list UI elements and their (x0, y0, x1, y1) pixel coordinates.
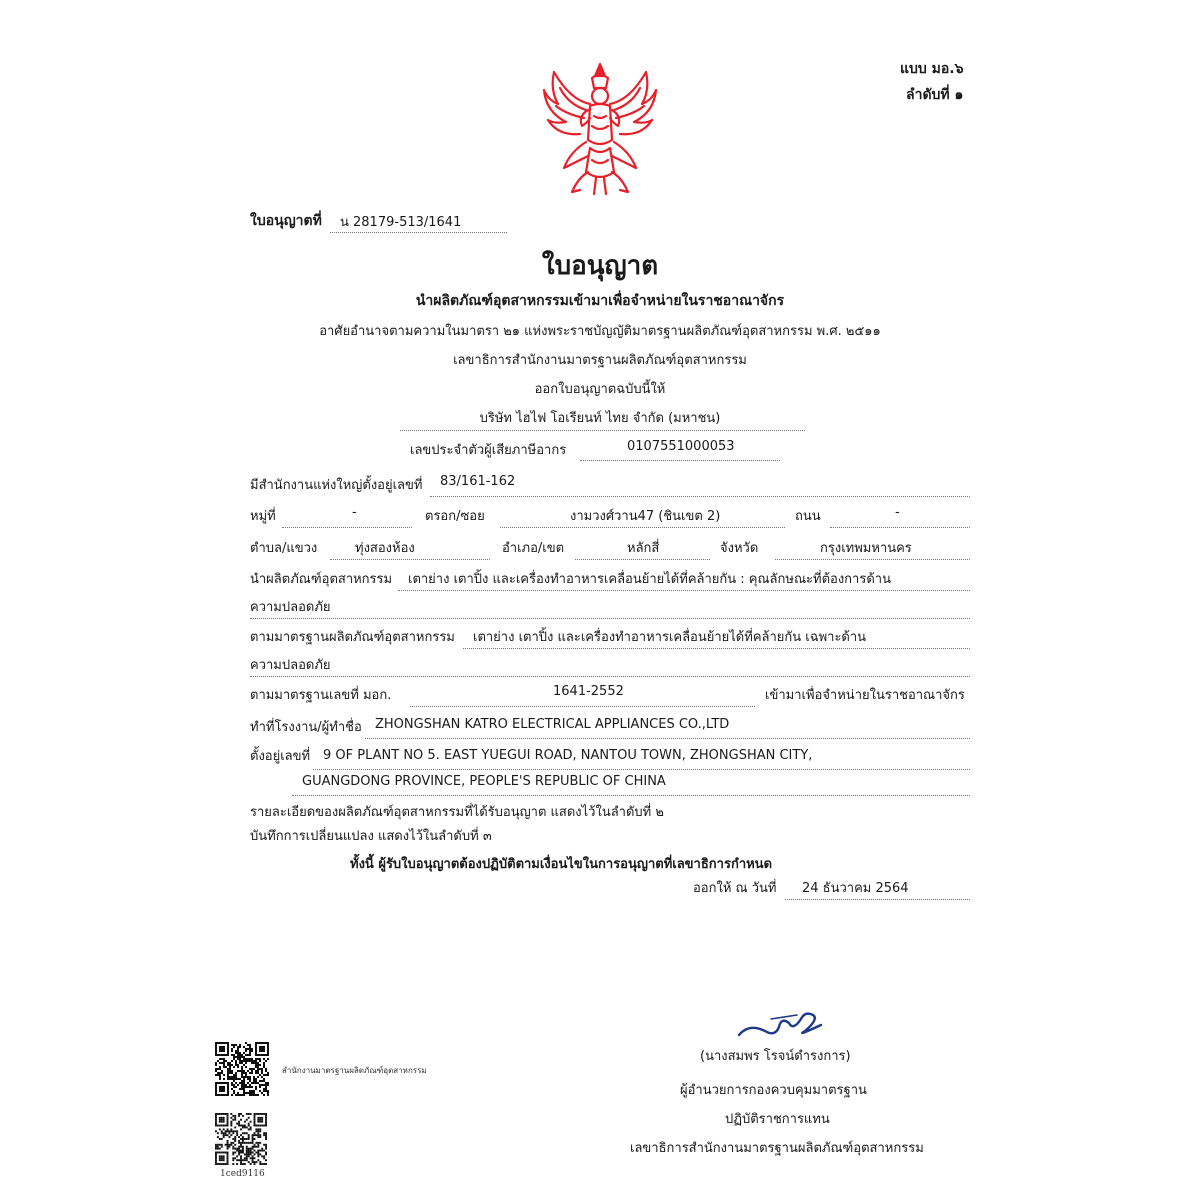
standard-line-2: ความปลอดภัย (250, 658, 331, 673)
tax-id-label: เลขประจำตัวผู้เสียภาษีอากร (410, 443, 567, 458)
condition-line: ทั้งนี้ ผู้รับใบอนุญาตต้องปฏิบัติตามเงื่อนไขในการอนุญาตที่เลขาธิการกำหนด (350, 857, 773, 872)
factory-address-line-2: GUANGDONG PROVINCE, PEOPLE'S REPUBLIC OF CHINA (302, 774, 666, 789)
dotted-line (785, 899, 970, 900)
dotted-line (398, 590, 970, 591)
qr-code-icon (215, 1113, 267, 1165)
product-line-2: ความปลอดภัย (250, 600, 331, 615)
standard-no-value: 1641-2552 (553, 684, 624, 699)
factory-address-line-1: 9 OF PLANT NO 5. EAST YUEGUI ROAD, NANTOU TOWN, ZHONGSHAN CITY, (323, 748, 813, 763)
dotted-line (400, 430, 805, 431)
dotted-line (500, 527, 785, 528)
issue-line: ออกใบอนุญาตฉบับนี้ให้ (534, 382, 666, 397)
license-no-value: น 28179-513/1641 (340, 215, 462, 230)
signature-icon (735, 1005, 825, 1045)
qr-code-icon (215, 1042, 269, 1096)
dotted-line (410, 706, 755, 707)
qr-caption: สำนักงานมาตรฐานผลิตภัณฑ์อุตสาหกรรม (282, 1066, 427, 1075)
dotted-line (580, 460, 780, 461)
dotted-line (775, 559, 970, 560)
dotted-line (830, 527, 970, 528)
hq-number: 83/161-162 (440, 474, 516, 489)
moo-value: - (352, 505, 357, 520)
dotted-line (313, 769, 970, 770)
standard-label: ตามมาตรฐานผลิตภัณฑ์อุตสาหกรรม (250, 630, 455, 645)
issued-date-value: 24 ธันวาคม 2564 (802, 881, 909, 896)
signatory-position: ผู้อำนวยการกองควบคุมมาตรฐาน (680, 1083, 867, 1098)
hq-label: มีสำนักงานแห่งใหญ่ตั้งอยู่เลขที่ (250, 478, 423, 493)
district-label: อำเภอ/เขต (502, 541, 565, 556)
product-line-1: เตาย่าง เตาปิ้ง และเครื่องทำอาหารเคลื่อนย้ายได้ที่คล้ายกัน : คุณลักษณะที่ต้องการด้าน (408, 572, 891, 587)
subdistrict-label: ตำบล/แขวง (250, 541, 318, 556)
qr-code-id: 1ced9116 (220, 1169, 265, 1179)
dotted-line (330, 559, 490, 560)
issued-date-label: ออกให้ ณ วันที่ (693, 881, 777, 896)
tax-id-value: 0107551000053 (627, 439, 735, 454)
dotted-line (463, 648, 970, 649)
road-value: - (895, 505, 900, 520)
factory-label: ทำที่โรงงาน/ผู้ทำชื่อ (250, 720, 362, 735)
signatory-on-behalf: เลขาธิการสำนักงานมาตรฐานผลิตภัณฑ์อุตสาหกรรม (630, 1141, 924, 1156)
soi-value: งามวงศ์วาน47 (ชินเขต 2) (570, 509, 721, 524)
form-code: แบบ มอ.๖ (900, 61, 964, 77)
dotted-line (365, 738, 970, 739)
factory-address-label: ตั้งอยู่เลขที่ (250, 749, 311, 764)
dotted-line (282, 527, 412, 528)
order-number: ลำดับที่ ๑ (906, 87, 964, 103)
dotted-line (430, 496, 970, 497)
dotted-line (250, 676, 970, 677)
soi-label: ตรอก/ซอย (425, 509, 485, 524)
province-label: จังหวัด (720, 541, 759, 556)
product-label: นำผลิตภัณฑ์อุตสาหกรรม (250, 572, 393, 587)
company-name: บริษัท ไฮไฟ โอเรียนท์ ไทย จำกัด (มหาชน) (479, 411, 721, 426)
changes-line: บันทึกการเปลี่ยนแปลง แสดงไว้ในลำดับที่ ๓ (250, 829, 492, 844)
dotted-line (575, 559, 710, 560)
details-line: รายละเอียดของผลิตภัณฑ์อุตสาหกรรมที่ได้รับอนุญาต แสดงไว้ในลำดับที่ ๒ (250, 805, 664, 820)
dotted-line (330, 232, 507, 233)
factory-name: ZHONGSHAN KATRO ELECTRICAL APPLIANCES CO.,LTD (375, 717, 730, 732)
road-label: ถนน (795, 509, 821, 524)
standard-no-suffix: เข้ามาเพื่อจำหน่ายในราชอาณาจักร (765, 688, 965, 703)
license-no-label: ใบอนุญาตที่ (250, 213, 322, 229)
moo-label: หมู่ที่ (250, 509, 276, 524)
standard-line-1: เตาย่าง เตาปิ้ง และเครื่องทำอาหารเคลื่อนย้ายได้ที่คล้ายกัน เฉพาะด้าน (473, 630, 867, 645)
province-value: กรุงเทพมหานคร (820, 541, 912, 556)
document-subtitle: นำผลิตภัณฑ์อุตสาหกรรมเข้ามาเพื่อจำหน่ายในราชอาณาจักร (415, 293, 785, 309)
subdistrict-value: ทุ่งสองห้อง (355, 541, 415, 556)
dotted-line (292, 795, 970, 796)
signatory-name: (นางสมพร โรจน์ดำรงการ) (700, 1049, 851, 1064)
document-title: ใบอนุญาต (541, 251, 659, 281)
authority-line: อาศัยอำนาจตามความในมาตรา ๒๑ แห่งพระราชบัญญัติมาตรฐานผลิตภัณฑ์อุตสาหกรรม พ.ศ. ๒๕๑๑ (319, 324, 881, 339)
garuda-emblem-icon (540, 60, 660, 200)
signatory-acting: ปฏิบัติราชการแทน (725, 1112, 830, 1127)
district-value: หลักสี่ (627, 541, 660, 556)
standard-no-label: ตามมาตรฐานเลขที่ มอก. (250, 688, 392, 703)
secretary-line: เลขาธิการสำนักงานมาตรฐานผลิตภัณฑ์อุตสาหกรรม (453, 353, 747, 368)
dotted-line (250, 618, 970, 619)
